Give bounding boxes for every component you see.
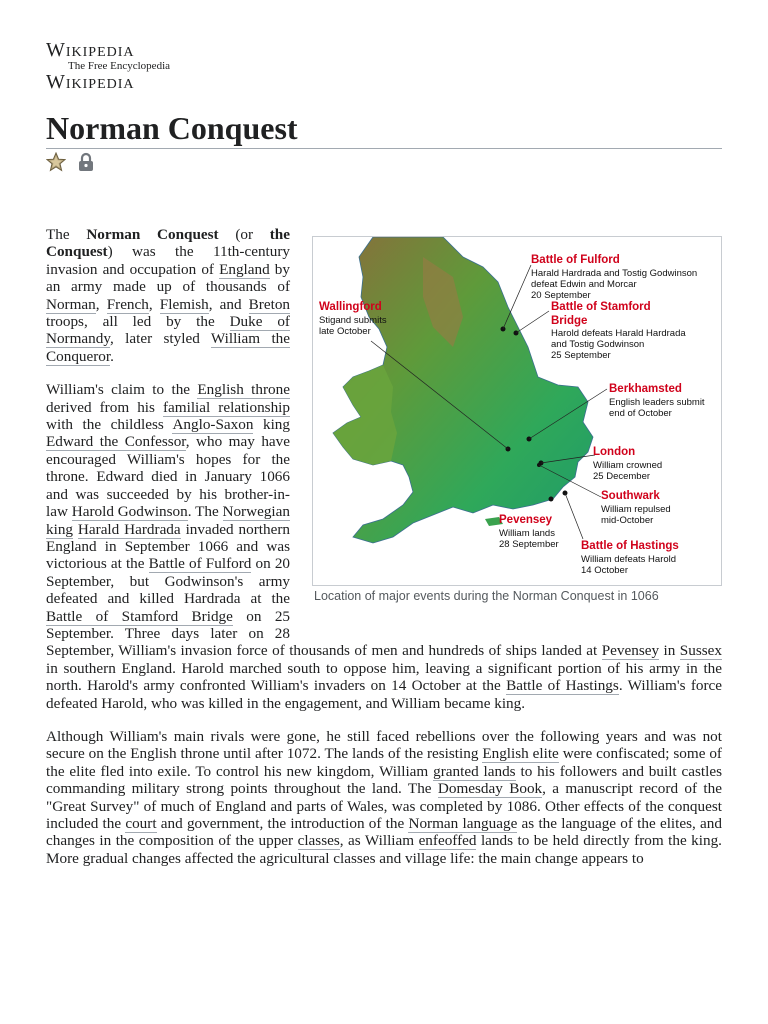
star-icon[interactable] bbox=[46, 152, 66, 172]
link-norwegian-king[interactable]: Norwegian king bbox=[46, 503, 290, 538]
label-title-wallingford[interactable]: Wallingford bbox=[319, 301, 382, 313]
label-desc-hastings-1: William defeats Harold bbox=[581, 554, 677, 565]
link-sussex[interactable]: Sussex bbox=[679, 642, 722, 660]
text: lands to be held directly from the king. More gradual changes affected the agricultural classes and village life: the main change appears to bbox=[46, 832, 722, 867]
link-court[interactable]: court bbox=[125, 815, 157, 832]
text: . The bbox=[187, 503, 223, 521]
text: on 25 September. Three days later on 28 September, William's invasion force of thousands of men and hundreds of ships landed at bbox=[46, 607, 602, 660]
marker-pevensey[interactable] bbox=[549, 497, 554, 502]
link-battle-of-fulford[interactable]: Battle of Fulford bbox=[148, 555, 252, 573]
paragraph-aftermath bbox=[46, 728, 722, 867]
link-battle-of-stamford-bridge[interactable]: Battle of Stamford Bridge bbox=[46, 607, 233, 625]
lock-icon[interactable] bbox=[76, 152, 96, 172]
label-title-london[interactable]: London bbox=[593, 446, 636, 458]
link-duke-of-normandy[interactable]: Duke of Normandy bbox=[46, 313, 290, 348]
text: The bbox=[46, 226, 87, 243]
link-england[interactable]: England bbox=[219, 260, 270, 278]
text: derived from his bbox=[46, 398, 163, 416]
label-desc-berkhamsted-2: end of October bbox=[609, 408, 672, 419]
link-harold-godwinson[interactable]: Harold Godwinson bbox=[71, 503, 188, 521]
link-flemish[interactable]: Flemish bbox=[159, 295, 209, 313]
bold-term: Norman Conquest bbox=[86, 226, 219, 243]
text: to his followers and built castles commanding military strong points throughout the land. The bbox=[46, 762, 723, 798]
link-english-elite[interactable]: English elite bbox=[482, 745, 559, 763]
text: , bbox=[95, 295, 107, 313]
text: (or bbox=[218, 226, 270, 243]
england-map[interactable] bbox=[313, 237, 719, 583]
text: , as William bbox=[339, 832, 419, 850]
link-enfeoffed[interactable]: enfeoffed bbox=[418, 832, 477, 850]
link-familial-relationship[interactable]: familial relationship bbox=[163, 398, 291, 416]
text: , who may have encouraged William's hopes for the throne. Edward died in January 1066 and was succeeded by his brother-in-law bbox=[46, 433, 290, 521]
text: were confiscated; some of the elite fled into exile. To control his new kingdom, William bbox=[46, 745, 722, 780]
wikipedia-logo[interactable] bbox=[46, 40, 186, 92]
text: Although William's main rivals were gone, he still faced rebellions over the following years and was not secure on the English throne until after 1072. The lands of the resisting bbox=[46, 727, 722, 763]
text: , later styled bbox=[109, 330, 211, 348]
text: troops, all led by the bbox=[46, 313, 230, 331]
link-granted-lands[interactable]: granted lands bbox=[433, 762, 516, 780]
label-desc-hastings-2: 14 October bbox=[581, 565, 628, 576]
label-desc-london-2: 25 December bbox=[593, 471, 651, 482]
link-french[interactable]: French bbox=[106, 295, 149, 313]
label-desc-wallingford-2: late October bbox=[319, 326, 371, 337]
text: invaded northern England in September 1066 and was victorious at the bbox=[46, 520, 290, 573]
link-harald-hardrada[interactable]: Harald Hardrada bbox=[77, 520, 181, 538]
label-desc-berkhamsted-1: English leaders submit bbox=[609, 397, 705, 408]
link-edward-the-confessor[interactable]: Edward the Confessor bbox=[46, 433, 186, 451]
label-title-stamford-2[interactable]: Bridge bbox=[551, 315, 588, 327]
figure-caption: Location of major events during the Norman Conquest in 1066 bbox=[314, 589, 659, 603]
link-breton[interactable]: Breton bbox=[248, 295, 291, 313]
link-norman[interactable]: Norman bbox=[46, 295, 96, 313]
text: in bbox=[659, 642, 680, 660]
logo-wordmark-secondary: Wikipedia bbox=[46, 71, 135, 93]
page-title: Norman Conquest bbox=[46, 108, 722, 149]
label-desc-stamford-1: Harold defeats Harald Hardrada bbox=[551, 328, 686, 339]
text: with the childless bbox=[46, 416, 173, 434]
bold-term: the Conquest bbox=[46, 226, 290, 261]
text: , bbox=[148, 295, 160, 313]
link-norman-language[interactable]: Norman language bbox=[408, 815, 518, 832]
label-desc-stamford-3: 25 September bbox=[551, 350, 611, 361]
label-title-berkhamsted[interactable]: Berkhamsted bbox=[609, 383, 682, 395]
article-body bbox=[46, 226, 722, 883]
text: and government, the introduction of the bbox=[156, 815, 409, 832]
label-desc-pevensey-1: William lands bbox=[499, 528, 555, 539]
text: . bbox=[110, 347, 114, 365]
label-desc-fulford-3: 20 September bbox=[531, 290, 591, 301]
logo-wordmark: Wikipedia bbox=[46, 39, 135, 61]
text: ) was the 11th-century invasion and occupation of bbox=[46, 243, 290, 278]
label-desc-southwark-2: mid-October bbox=[601, 515, 654, 526]
text: , a manuscript record of the "Great Survey" of much of England and parts of Wales, was completed by 1086. Other effects of the conquest included the bbox=[46, 780, 722, 832]
label-title-stamford[interactable]: Battle of Stamford bbox=[551, 301, 651, 313]
label-desc-pevensey-2: 28 September bbox=[499, 539, 559, 550]
page-status-badges bbox=[46, 152, 96, 172]
label-title-pevensey[interactable]: Pevensey bbox=[499, 514, 553, 526]
text: as the language of the elites, and changes in the composition of the upper bbox=[46, 815, 722, 850]
label-desc-london-1: William crowned bbox=[593, 460, 663, 471]
text: on 20 September, but Godwinson's army defeated and killed Hardrada at the bbox=[46, 555, 290, 608]
label-desc-stamford-2: and Tostig Godwinson bbox=[551, 339, 645, 350]
link-english-throne[interactable]: English throne bbox=[197, 381, 290, 399]
label-title-southwark[interactable]: Southwark bbox=[601, 490, 660, 502]
map-wales bbox=[333, 365, 397, 465]
label-desc-fulford-1: Harald Hardrada and Tostig Godwinson bbox=[531, 268, 698, 279]
link-domesday-book[interactable]: Domesday Book bbox=[437, 780, 543, 798]
text: , and bbox=[208, 295, 249, 313]
label-desc-southwark-1: William repulsed bbox=[601, 504, 671, 515]
text: king bbox=[253, 416, 290, 434]
link-anglo-saxon[interactable]: Anglo-Saxon bbox=[172, 416, 254, 434]
link-classes[interactable]: classes bbox=[297, 832, 340, 850]
text: by an army made up of thousands of bbox=[46, 260, 290, 296]
label-desc-fulford-2: defeat Edwin and Morcar bbox=[531, 279, 637, 290]
logo-tagline: The Free Encyclopedia bbox=[68, 60, 171, 72]
label-title-fulford[interactable]: Battle of Fulford bbox=[531, 254, 620, 266]
link-william-the-conqueror[interactable]: William the Conqueror bbox=[46, 330, 291, 365]
link-pevensey[interactable]: Pevensey bbox=[601, 642, 660, 660]
link-battle-of-hastings[interactable]: Battle of Hastings bbox=[506, 677, 619, 695]
label-title-hastings[interactable]: Battle of Hastings bbox=[581, 540, 679, 552]
text: in southern England. Harold marched south to oppose him, leaving a significant portion of his army in the north. Harold's army confronted William's invaders on 14 October at the bbox=[46, 659, 722, 695]
map-figure bbox=[312, 236, 722, 618]
text: . William's force defeated Harold, who was killed in the engagement, and William became king. bbox=[46, 677, 723, 712]
text: William's claim to the bbox=[46, 381, 198, 399]
label-desc-wallingford-1: Stigand submits bbox=[319, 315, 387, 326]
